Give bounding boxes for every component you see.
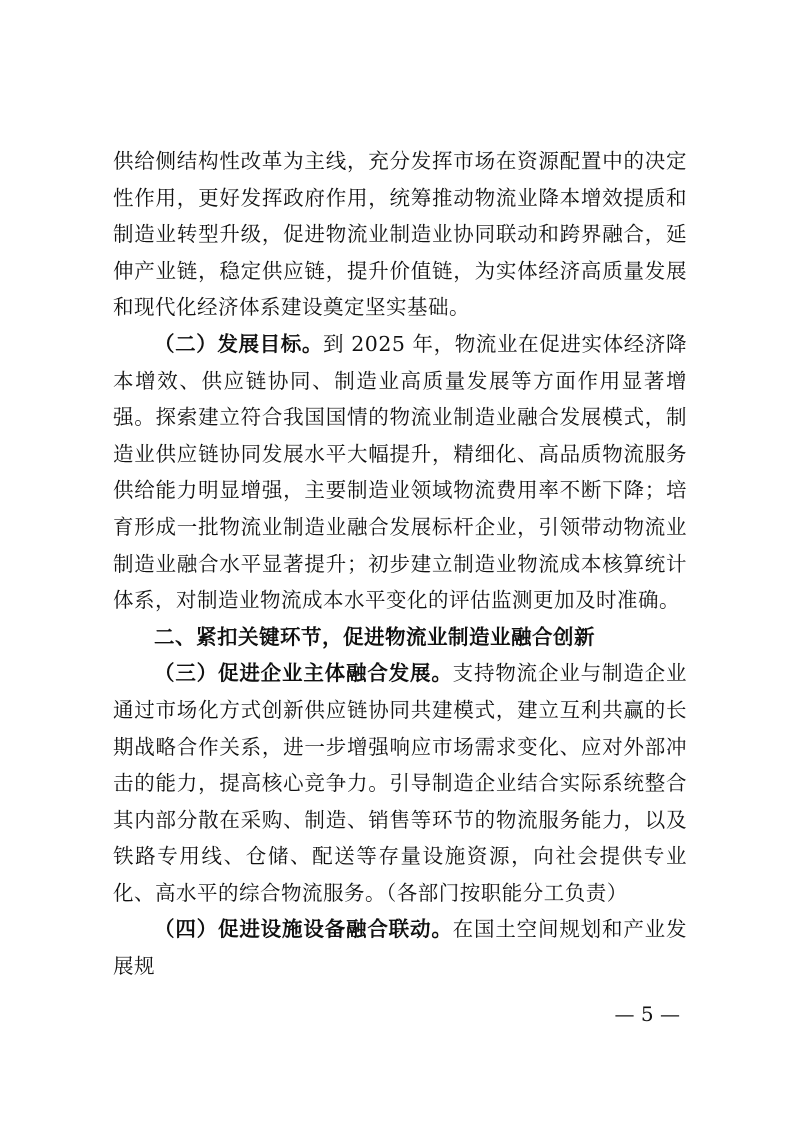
paragraph-text: 在国土空间规划和产业发展规 — [113, 917, 688, 979]
paragraph-enterprise-integration — [113, 655, 687, 911]
paragraph-lead: （二）发展目标。 — [154, 331, 323, 356]
section-heading-text: 二、紧扣关键环节，促进物流业制造业融合创新 — [154, 624, 595, 649]
paragraph-continuation — [113, 143, 687, 326]
section-heading — [113, 619, 687, 656]
paragraph-lead: （三）促进企业主体融合发展。 — [154, 661, 453, 686]
paragraph-text: 供给侧结构性改革为主线，充分发挥市场在资源配置中的决定性作用，更好发挥政府作用，统筹推动物流业降本增效提质和制造业转型升级，促进物流业制造业协同联动和跨界融合，延伸产业链，稳定供应链，提升价值链，为实体经济高质量发展和现代化经济体系建设奠定坚实基础。 — [113, 149, 687, 320]
paragraph-facility-integration — [113, 911, 687, 984]
paragraph-text: 支持物流企业与制造企业通过市场化方式创新供应链协同共建模式，建立互利共赢的长期战略合作关系，进一步增强响应市场需求变化、应对外部冲击的能力，提高核心竞争力。引导制造企业结合实际系统整合其内部分散在采购、制造、销售等环节的物流服务能力，以及铁路专用线、仓储、配送等存量设施资源，向社会提供专业化、高水平的综合物流服务。（各部门按职能分工负责） — [113, 661, 688, 905]
paragraph-development-goals — [113, 326, 687, 619]
paragraph-lead: （四）促进设施设备融合联动。 — [154, 917, 453, 942]
body-text — [113, 143, 687, 985]
paragraph-text: 到 2025 年，物流业在促进实体经济降本增效、供应链协同、制造业高质量发展等方面作用显著增强。探索建立符合我国国情的物流业制造业融合发展模式，制造业供应链协同发展水平大幅提升，精细化、高品质物流服务供给能力明显增强，主要制造业领域物流费用率不断下降；培育形成一批物流业制造业融合发展标杆企业，引领带动物流业制造业融合水平显著提升；初步建立制造业物流成本核算统计体系，对制造业物流成本水平变化的评估监测更加及时准确。 — [113, 331, 688, 613]
page-number: — 5 — — [614, 1002, 680, 1026]
